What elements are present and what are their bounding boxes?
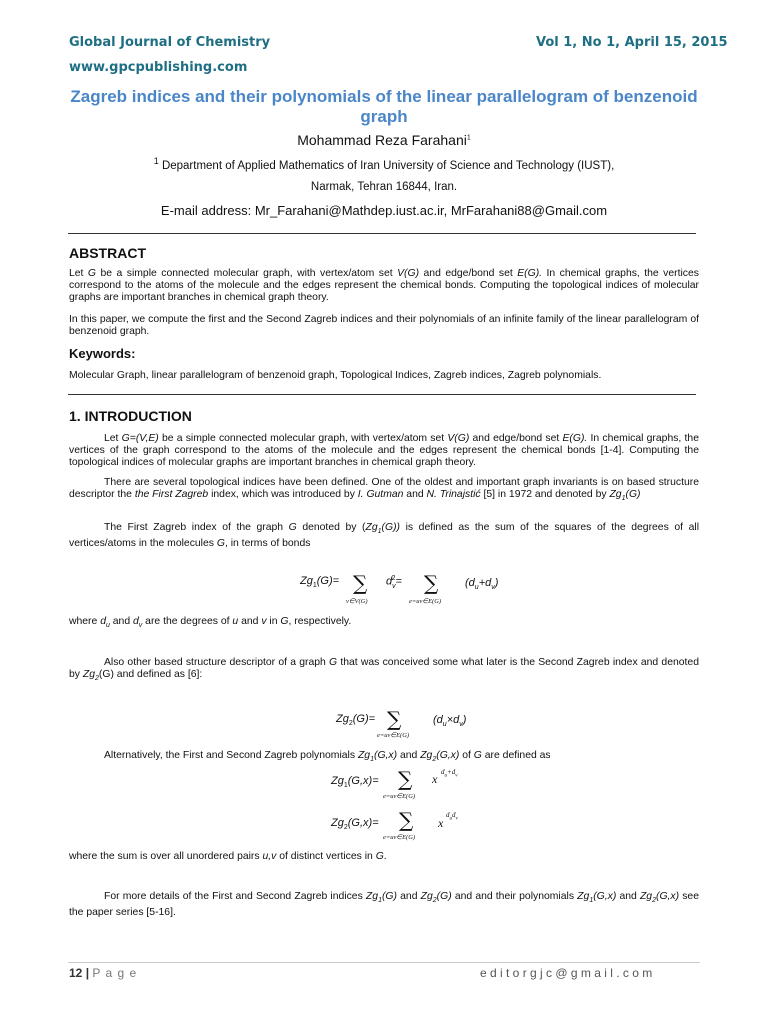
affiliation-text-1: Department of Applied Mathematics of Iran University of Science and Technology (IUST), xyxy=(161,159,615,172)
page-number: 12 xyxy=(69,966,83,980)
affiliation-mark: 1 xyxy=(153,156,159,166)
keywords-divider xyxy=(68,394,696,395)
footer-divider xyxy=(68,962,700,963)
polynomial-base-x: x xyxy=(432,772,438,786)
equation-first-zagreb-index: $Zg_1(G)=$ xyxy=(300,575,340,590)
keywords-text: Molecular Graph, linear parallelogram of benzenoid graph, Topological Indices, Zagreb indices, Zagreb polynomials. xyxy=(69,370,602,381)
footer-page xyxy=(69,966,137,980)
abstract-paragraph-1: Let G be a simple connected molecular graph, with vertex/atom set V(G) and edge/bond set E(G). In chemical graphs, the vertices correspond to the atoms of the molecule and the edges represent the chemical bonds. Computing the topological indices of molecular graphs are important branches in chemical graph theory. xyxy=(69,268,699,303)
sum-index: e=uv∈E(G) xyxy=(409,598,442,605)
affiliation-line-1 xyxy=(70,156,698,172)
journal-name: Global Journal of Chemistry xyxy=(69,35,271,50)
keywords-heading: Keywords: xyxy=(69,346,136,361)
sum-symbol: ∑ xyxy=(424,571,439,595)
equation-term: $d_v^2=$ xyxy=(386,575,402,590)
equation-first-zagreb-polynomial: $Zg_1(G,x)=$ xyxy=(331,775,379,790)
top-divider xyxy=(68,233,696,234)
affiliation-line-2: Narmak, Tehran 16844, Iran. xyxy=(310,181,458,193)
sum-index: e=uv∈E(G) xyxy=(377,732,410,739)
author-line xyxy=(70,132,698,148)
abstract-paragraph-2: In this paper, we compute the first and the Second Zagreb indices and their polynomials of an infinite family of the linear parallelogram of benzenoid graph. xyxy=(69,314,699,337)
footer-separator: | xyxy=(85,966,90,980)
equation-second-zagreb-index: $Zg_2(G)=$ xyxy=(336,713,376,728)
intro-paragraph-5: Alternatively, the First and Second Zagreb polynomials $Zg_1(G,x)$ and $Zg_2(G,x)$ of G are defined as xyxy=(104,750,551,764)
email-address[interactable]: E-mail address: Mr_Farahani@Mathdep.iust.ac.ir, MrFarahani88@Gmail.com xyxy=(160,203,608,218)
author-mark: 1 xyxy=(466,134,471,142)
sum-index: e=uv∈E(G) xyxy=(383,834,416,841)
introduction-heading: 1. INTRODUCTION xyxy=(69,408,192,424)
journal-website[interactable]: www.gpcpublishing.com xyxy=(69,60,248,75)
polynomial-exponent: $d_u+d_v$ xyxy=(441,768,458,779)
paper-title: Zagreb indices and their polynomials of the linear parallelogram of benzenoid graph xyxy=(70,87,698,126)
intro-paragraph-7: For more details of the First and Second Zagreb indices $Zg_1(G)$ and $Zg_2(G)$ and and their polynomials $Zg_1(G,x)$ and $Zg_2(G,x)$ see the paper series [5-16]. xyxy=(69,891,699,919)
sum-symbol: ∑ xyxy=(353,571,368,595)
author-name: Mohammad Reza Farahani xyxy=(297,132,467,148)
sum-symbol: ∑ xyxy=(399,808,414,832)
intro-paragraph-2: There are several topological indices have been defined. One of the oldest and important graph invariants is on based structure descriptor the the First Zagreb index, which was introduced by I. Gutman and N. Trinajstić [5] in 1972 and denoted by $Zg_1(G)$ xyxy=(69,477,699,503)
sum-symbol: ∑ xyxy=(398,767,413,791)
journal-volume: Vol 1, No 1, April 15, 2015 xyxy=(536,35,728,50)
page-label: P a g e xyxy=(92,966,138,980)
equation-rhs: $(d_u\times d_v)$ xyxy=(433,714,467,729)
degrees-definition: where $d_u$ and $d_v$ are the degrees of u and v in G, respectively. xyxy=(69,616,352,630)
polynomial-base-x: x xyxy=(438,816,444,830)
intro-paragraph-3: The First Zagreb index of the graph G denoted by $(Zg_1(G))$ is defined as the sum of the squares of the degrees of all vertices/atoms in the molecules G, in terms of bonds xyxy=(69,522,700,550)
sum-index: v∈V(G) xyxy=(346,598,368,605)
intro-paragraph-4: Also other based structure descriptor of a graph G that was conceived some what later is the Second Zagreb index and denoted by $Zg_2(G)$ and defined as [6]: xyxy=(69,657,699,683)
polynomial-exponent: $d_ud_v$ xyxy=(446,811,458,822)
abstract-heading: ABSTRACT xyxy=(69,245,146,261)
footer-email[interactable]: e d i t o r g j c @ g m a i l . c o m xyxy=(480,966,653,980)
equation-second-zagreb-polynomial: $Zg_2(G,x)=$ xyxy=(331,817,379,832)
equation-rhs: $(d_u+d_v)$ xyxy=(465,577,499,592)
sum-symbol: ∑ xyxy=(387,707,402,731)
intro-paragraph-1: Let G=(V,E) be a simple connected molecular graph, with vertex/atom set V(G) and edge/bond set E(G). In chemical graphs, the vertices of the graph correspond to the atoms of the molecule and the edges represent the chemical bonds [1-4]. Computing the topological indices of molecular graphs are important branches in chemical graph theory. xyxy=(69,433,699,468)
intro-paragraph-6: where the sum is over all unordered pairs u,v of distinct vertices in G. xyxy=(69,851,387,862)
sum-index: e=uv∈E(G) xyxy=(383,793,416,800)
